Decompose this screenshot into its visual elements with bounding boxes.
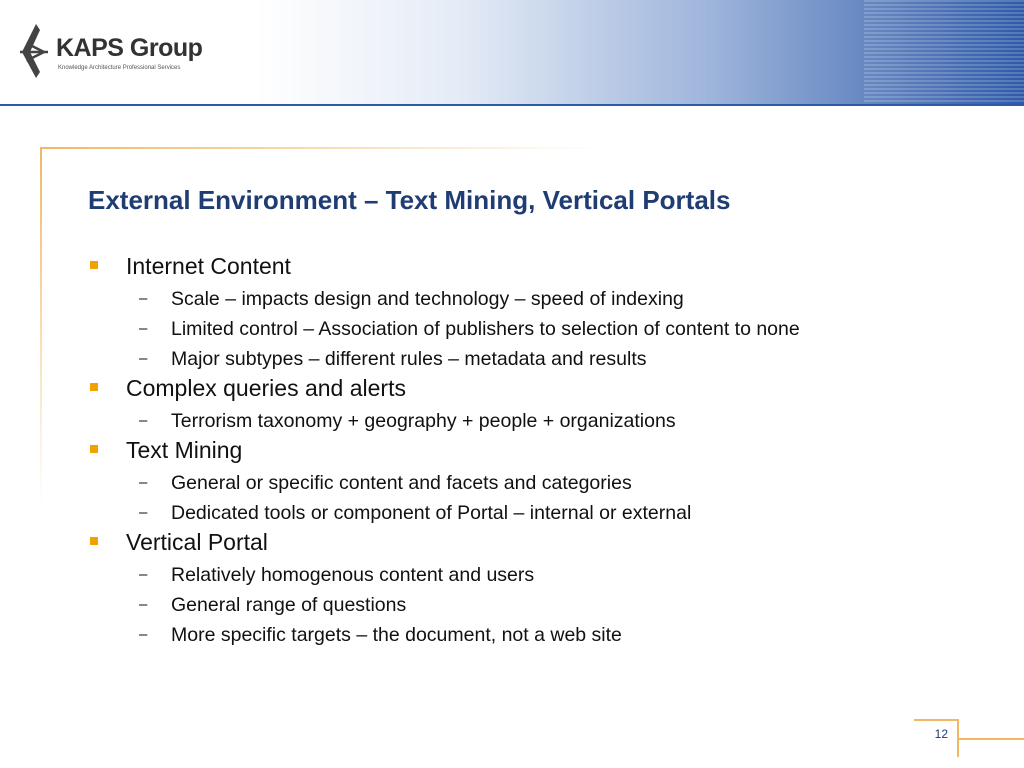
bullet-text: Internet Content (126, 253, 291, 279)
header-rule (0, 104, 1024, 106)
sub-bullet-text: Limited control – Association of publishers to selection of content to none (171, 318, 800, 340)
dash-bullet-icon: – (139, 626, 148, 643)
dash-bullet-icon: – (139, 474, 148, 491)
sub-bullet-item (88, 314, 968, 344)
sub-bullet-item (88, 468, 968, 498)
frame-left-rule (40, 147, 42, 507)
bullet-item (88, 436, 968, 468)
square-bullet-icon (90, 383, 98, 391)
bullet-item (88, 252, 968, 284)
sub-bullet-text: Relatively homogenous content and users (171, 564, 535, 586)
dash-bullet-icon: – (139, 290, 148, 307)
dash-bullet-icon: – (139, 320, 148, 337)
page-number-rule (959, 738, 1024, 740)
slide-title: External Environment – Text Mining, Vertical Portals (88, 185, 731, 215)
sub-bullet-text: General range of questions (171, 594, 407, 616)
sub-bullet-item (88, 344, 968, 374)
bullet-text: Complex queries and alerts (126, 375, 406, 401)
sub-bullet-item (88, 284, 968, 314)
sub-bullet-item (88, 560, 968, 590)
sub-bullet-text: Major subtypes – different rules – metadata and results (171, 348, 647, 370)
sub-bullet-item (88, 406, 968, 436)
dash-bullet-icon: – (139, 596, 148, 613)
bullet-text: Vertical Portal (126, 529, 268, 555)
sub-bullet-text: Terrorism taxonomy + geography + people + organizations (171, 410, 676, 432)
square-bullet-icon (90, 445, 98, 453)
logo-title: KAPS Group (56, 34, 203, 62)
dash-bullet-icon: – (139, 504, 148, 521)
page-number: 12 (934, 727, 948, 741)
logo-mark-icon (18, 22, 58, 80)
header-stripes (864, 0, 1024, 104)
sub-bullet-text: Dedicated tools or component of Portal – internal or external (171, 502, 692, 524)
sub-bullet-text: More specific targets – the document, not a web site (171, 624, 622, 646)
square-bullet-icon (90, 537, 98, 545)
bullet-item (88, 528, 968, 560)
sub-bullet-text: General or specific content and facets and categories (171, 472, 632, 494)
sub-bullet-text: Scale – impacts design and technology – speed of indexing (171, 288, 684, 310)
bullet-text: Text Mining (126, 437, 243, 463)
square-bullet-icon (90, 261, 98, 269)
sub-bullet-item (88, 620, 968, 650)
logo-tagline: Knowledge Architecture Professional Services (58, 65, 181, 71)
kaps-logo (18, 22, 218, 82)
sub-bullet-item (88, 590, 968, 620)
bullet-item (88, 374, 968, 406)
dash-bullet-icon: – (139, 566, 148, 583)
dash-bullet-icon: – (139, 350, 148, 367)
frame-top-rule (40, 147, 600, 149)
sub-bullet-item (88, 498, 968, 528)
bullet-list (88, 252, 968, 650)
dash-bullet-icon: – (139, 412, 148, 429)
